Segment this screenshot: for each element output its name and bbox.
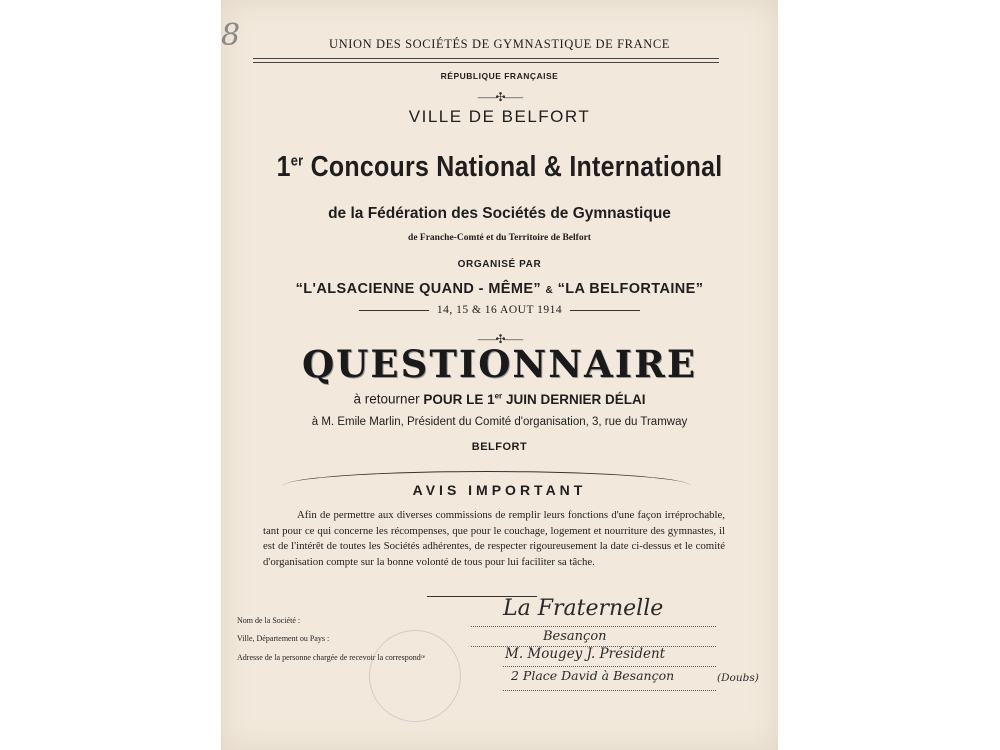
union-header: UNION DES SOCIÉTÉS DE GYMNASTIQUE DE FRANCE: [328, 37, 671, 51]
organise-par: ORGANISÉ PAR: [457, 259, 542, 270]
ornament-icon: ⸺✣⸺: [477, 90, 522, 104]
departement-value: (Doubs): [717, 672, 759, 684]
label-nom-societe: Nom de la Société :: [237, 616, 301, 625]
ville-title: VILLE DE BELFORT: [408, 107, 591, 126]
republique-line: RÉPUBLIQUE FRANÇAISE: [440, 71, 559, 81]
organizing-societies: “L'ALSACIENNE QUAND - MÊME” & “LA BELFORTAINE”: [295, 281, 704, 297]
franche-comte-line: de Franche-Comté et du Territoire de Belfort: [408, 233, 591, 243]
event-dates: 14, 15 & 16 AOUT 1914: [221, 304, 778, 316]
pencil-mark: 8: [221, 18, 241, 53]
nom-societe-value: La Fraternelle: [503, 596, 664, 621]
adresse-value-line2: 2 Place David à Besançon: [511, 668, 675, 683]
ornament-icon: ⸺✣⸺: [477, 332, 522, 346]
concours-superscript: er: [290, 152, 304, 170]
header-rule-double: [253, 62, 719, 63]
adresse-field-2: [503, 682, 716, 691]
president-address: à M. Emile Marlin, Président du Comité d'organisation, 3, rue du Tramway: [311, 416, 688, 428]
document-page: [221, 0, 778, 750]
faded-stamp: [369, 630, 461, 722]
concours-title: [260, 151, 739, 184]
header-rule: [253, 58, 719, 59]
avis-important-title: AVIS IMPORTANT: [412, 482, 587, 498]
label-adresse: Adresse de la personne chargée de recevoir la correspondᶜᵉ: [237, 653, 425, 662]
ville-value: Besançon: [543, 629, 607, 644]
concours-number: 1: [276, 151, 291, 183]
city-belfort: BELFORT: [471, 441, 528, 453]
concours-text: Concours National & International: [310, 151, 723, 183]
avis-paragraph: Afin de permettre aux diverses commissions de remplir leurs fonctions d'une façon irréprochable, tant pour ce qui concerne les récompenses, que pour le couchage, logement et nourriture des gymnastes, il est de l'intérêt de toutes les Sociétés adhérentes, de respecter rigoureusement la date ci-dessus et le comité d'organisation compte sur la bonne volonté de tous pour lui faciliter sa tâche.: [263, 509, 725, 568]
return-deadline: à retourner POUR LE 1er JUIN DERNIER DÉLAI: [353, 391, 646, 407]
adresse-value-line1: M. Mougey J. Président: [505, 646, 666, 662]
federation-line: de la Fédération des Sociétés de Gymnastique: [328, 205, 671, 222]
questionnaire-title: QUESTIONNAIRE: [301, 342, 698, 386]
label-ville: Ville, Département ou Pays :: [237, 634, 330, 643]
